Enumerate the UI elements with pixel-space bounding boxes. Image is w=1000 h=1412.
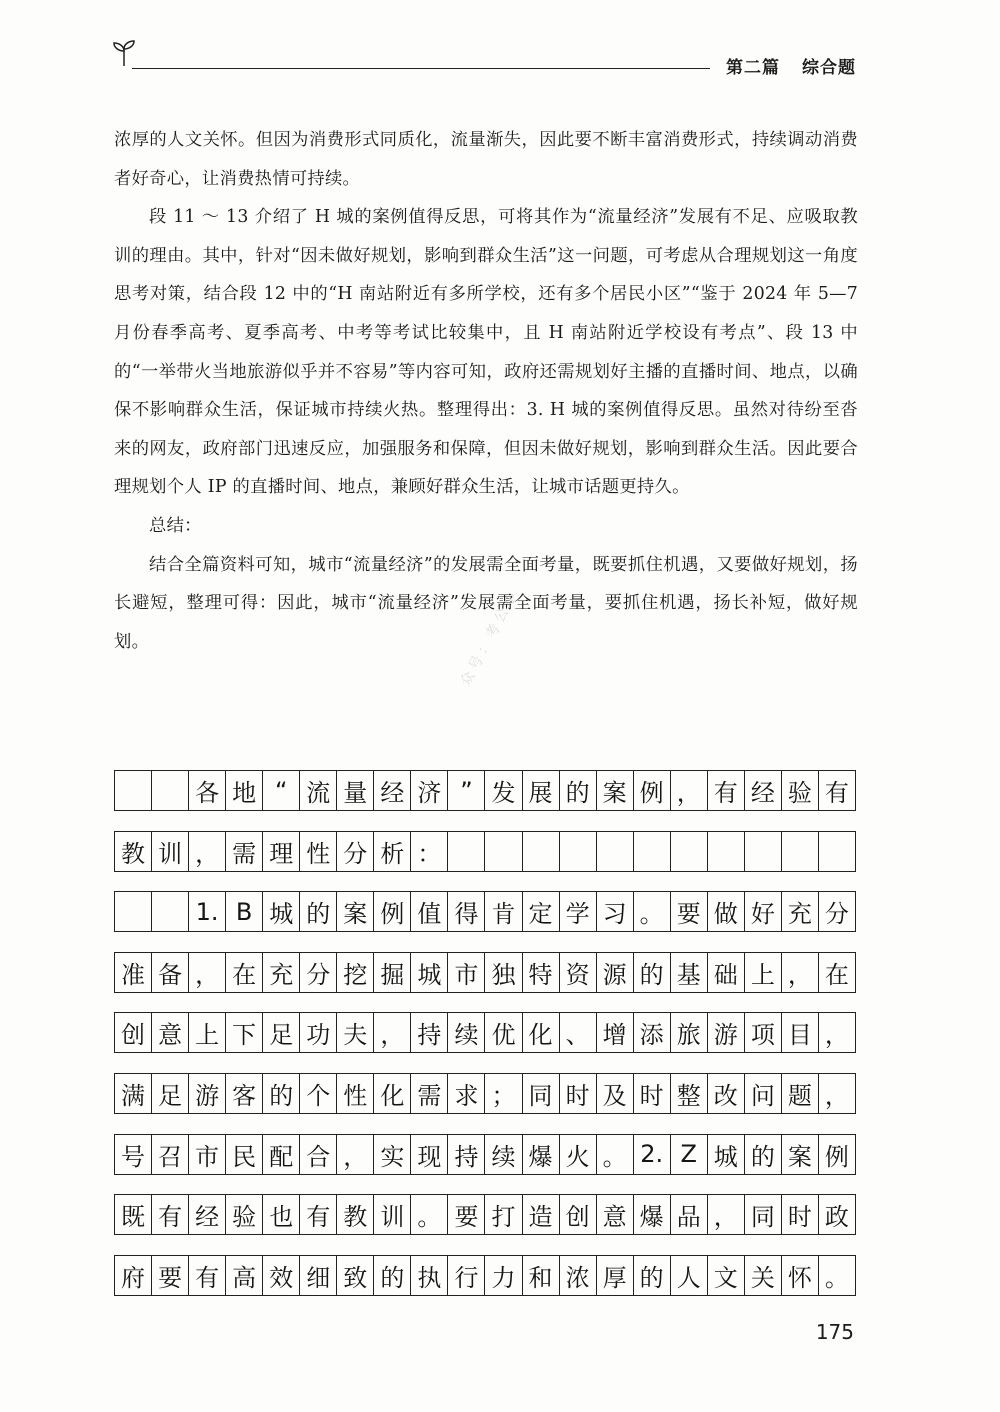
grid-cell: 打	[485, 1195, 522, 1234]
grid-cell: 游	[189, 1074, 226, 1113]
grid-cell: “	[263, 771, 300, 810]
grid-cell: 的	[560, 771, 597, 810]
grid-cell: 续	[485, 1135, 522, 1174]
grid-cell: 行	[448, 1256, 485, 1295]
grid-cell: ，	[782, 953, 819, 992]
grid-cell: 教	[337, 1195, 374, 1234]
grid-cell	[448, 832, 485, 871]
grid-cell: 经	[374, 771, 411, 810]
grid-cell: 习	[597, 892, 634, 931]
section-title	[726, 53, 856, 78]
grid-cell: 流	[300, 771, 337, 810]
grid-cell: 例	[374, 892, 411, 931]
grid-cell: 下	[226, 1013, 263, 1052]
body-text	[114, 121, 858, 661]
grid-cell	[152, 771, 189, 810]
grid-cell: 特	[523, 953, 560, 992]
grid-cell: 怀	[782, 1256, 819, 1295]
grid-row	[114, 1073, 856, 1114]
grid-cell	[485, 832, 522, 871]
grid-cell: 验	[226, 1195, 263, 1234]
grid-row	[114, 1255, 856, 1296]
grid-cell: 创	[560, 1195, 597, 1234]
grid-cell: 问	[745, 1074, 782, 1113]
grid-cell: 同	[745, 1195, 782, 1234]
grid-cell: 细	[300, 1256, 337, 1295]
grid-cell: 城	[708, 1135, 745, 1174]
grid-cell: ”	[448, 771, 485, 810]
grid-cell: 得	[448, 892, 485, 931]
grid-cell: 。	[634, 892, 671, 931]
grid-cell: 高	[226, 1256, 263, 1295]
grid-cell	[115, 771, 152, 810]
grid-cell: 增	[597, 1013, 634, 1052]
paragraph-summary-heading: 总结：	[149, 515, 202, 536]
grid-cell: 各	[189, 771, 226, 810]
grid-cell: 合	[300, 1135, 337, 1174]
grid-cell: 案	[597, 771, 634, 810]
grid-cell: 理	[263, 832, 300, 871]
grid-cell: 爆	[523, 1135, 560, 1174]
grid-cell: 验	[782, 771, 819, 810]
grid-cell: 现	[411, 1135, 448, 1174]
grid-cell: 续	[448, 1013, 485, 1052]
grid-cell: 游	[708, 1013, 745, 1052]
grid-cell: ，	[337, 1135, 374, 1174]
grid-cell: 上	[189, 1013, 226, 1052]
answer-grid	[114, 770, 856, 1315]
section-label: 综合题	[802, 58, 856, 78]
grid-cell: 学	[560, 892, 597, 931]
grid-cell: 值	[411, 892, 448, 931]
grid-cell: 整	[671, 1074, 708, 1113]
grid-cell: 及	[597, 1074, 634, 1113]
grid-cell: 改	[708, 1074, 745, 1113]
grid-cell: 分	[300, 953, 337, 992]
paragraph-continuation: 浓厚的人文关怀。但因为消费形式同质化，流量渐失，因此要不断丰富消费形式，持续调动消费者好奇心，让消费热情可持续。	[114, 130, 858, 189]
grid-cell: ，	[819, 1013, 856, 1052]
grid-cell	[523, 832, 560, 871]
grid-cell: 发	[485, 771, 522, 810]
grid-cell: 充	[263, 953, 300, 992]
grid-cell: 足	[152, 1074, 189, 1113]
paragraph-analysis: 段 11 ～ 13 介绍了 H 城的案例值得反思，可将其作为“流量经济”发展有不足、应吸取教训的理由。其中，针对“因未做好规划，影响到群众生活”这一问题，可考虑从合理规划这一角度思考对策，结合段 12 中的“H 南站附近有多所学校，还有多个居民小区”“鉴于 2024 年 5—7 月份春季高考、夏季高考、中考等考试比较集中，且 H 南站附近学校设有考点”、段 13 中的“一举带火当地旅游似乎并不容易”等内容可知，政府还需规划好主播的直播时间、地点，以确保不影响群众生活，保证城市持续火热。整理得出：3. H 城的案例值得反思。虽然对待纷至沓来的网友，政府部门迅速反应，加强服务和保障，但因未做好规划，影响到群众生活。因此要合理规划个人 IP 的直播时间、地点，兼顾好群众生活，让城市话题更持久。	[114, 207, 858, 498]
grid-cell: 分	[337, 832, 374, 871]
grid-cell: 的	[263, 1074, 300, 1113]
grid-cell: 的	[634, 953, 671, 992]
grid-cell: 的	[374, 1256, 411, 1295]
grid-cell: 意	[152, 1013, 189, 1052]
grid-cell: 要	[448, 1195, 485, 1234]
grid-cell: 础	[708, 953, 745, 992]
grid-cell: 夫	[337, 1013, 374, 1052]
grid-row	[114, 1194, 856, 1235]
grid-cell: 求	[448, 1074, 485, 1113]
grid-cell: 号	[115, 1135, 152, 1174]
grid-cell: 关	[745, 1256, 782, 1295]
grid-cell: 品	[671, 1195, 708, 1234]
grid-cell	[152, 892, 189, 931]
grid-cell	[708, 832, 745, 871]
grid-cell: 的	[300, 892, 337, 931]
grid-row	[114, 891, 856, 932]
grid-cell: 也	[263, 1195, 300, 1234]
grid-cell: 时	[782, 1195, 819, 1234]
grid-cell: 目	[782, 1013, 819, 1052]
grid-cell	[819, 832, 856, 871]
grid-cell	[597, 832, 634, 871]
grid-cell: 化	[523, 1013, 560, 1052]
grid-cell: 和	[523, 1256, 560, 1295]
grid-cell: 有	[708, 771, 745, 810]
grid-cell: 浓	[560, 1256, 597, 1295]
grid-cell: 资	[560, 953, 597, 992]
grid-cell: 展	[523, 771, 560, 810]
grid-cell: ，	[374, 1013, 411, 1052]
grid-cell: 案	[337, 892, 374, 931]
grid-cell: 题	[782, 1074, 819, 1113]
grid-cell: 量	[337, 771, 374, 810]
grid-cell: 客	[226, 1074, 263, 1113]
grid-cell: ，	[189, 832, 226, 871]
grid-cell: 经	[189, 1195, 226, 1234]
grid-cell: ；	[485, 1074, 522, 1113]
grid-cell: ，	[671, 771, 708, 810]
grid-cell: 爆	[634, 1195, 671, 1234]
grid-cell: 案	[782, 1135, 819, 1174]
grid-row	[114, 1134, 856, 1175]
grid-cell: 例	[634, 771, 671, 810]
grid-cell: 持	[448, 1135, 485, 1174]
grid-cell: 意	[597, 1195, 634, 1234]
grid-cell: 造	[523, 1195, 560, 1234]
grid-cell: 、	[560, 1013, 597, 1052]
grid-cell: 的	[634, 1256, 671, 1295]
grid-cell: 例	[819, 1135, 856, 1174]
grid-cell: 有	[819, 771, 856, 810]
grid-cell: 民	[226, 1135, 263, 1174]
grid-cell	[560, 832, 597, 871]
grid-cell: 要	[671, 892, 708, 931]
grid-cell: 教	[115, 832, 152, 871]
grid-cell: 挖	[337, 953, 374, 992]
grid-cell: 要	[152, 1256, 189, 1295]
grid-cell: 火	[560, 1135, 597, 1174]
grid-cell: 肯	[485, 892, 522, 931]
grid-row	[114, 952, 856, 993]
grid-cell: 训	[374, 1195, 411, 1234]
grid-cell: 地	[226, 771, 263, 810]
page-number: 175	[815, 1320, 854, 1344]
grid-cell	[745, 832, 782, 871]
grid-cell: 需	[411, 1074, 448, 1113]
grid-cell: 需	[226, 832, 263, 871]
grid-cell	[671, 832, 708, 871]
grid-cell	[782, 832, 819, 871]
grid-cell: 在	[819, 953, 856, 992]
grid-cell: 持	[411, 1013, 448, 1052]
grid-cell: 市	[448, 953, 485, 992]
grid-cell: 文	[708, 1256, 745, 1295]
sprout-icon	[110, 38, 140, 68]
grid-cell: 充	[782, 892, 819, 931]
grid-cell: 分	[819, 892, 856, 931]
grid-cell	[115, 892, 152, 931]
grid-cell: 政	[819, 1195, 856, 1234]
grid-cell: 准	[115, 953, 152, 992]
grid-cell: 执	[411, 1256, 448, 1295]
grid-cell: 济	[411, 771, 448, 810]
grid-cell: 源	[597, 953, 634, 992]
grid-cell: 性	[300, 832, 337, 871]
grid-row	[114, 770, 856, 811]
grid-cell: 配	[263, 1135, 300, 1174]
grid-cell: ，	[708, 1195, 745, 1234]
grid-cell: 力	[485, 1256, 522, 1295]
grid-cell: 经	[745, 771, 782, 810]
grid-cell: 足	[263, 1013, 300, 1052]
grid-cell	[634, 832, 671, 871]
grid-cell: 。	[411, 1195, 448, 1234]
grid-cell: 时	[560, 1074, 597, 1113]
page-header	[110, 38, 860, 78]
grid-cell: 析	[374, 832, 411, 871]
grid-cell: 做	[708, 892, 745, 931]
grid-cell: 的	[745, 1135, 782, 1174]
grid-cell: 性	[337, 1074, 374, 1113]
grid-cell: ：	[411, 832, 448, 871]
grid-cell: 。	[597, 1135, 634, 1174]
grid-cell: 府	[115, 1256, 152, 1295]
grid-cell: 时	[634, 1074, 671, 1113]
watermark: 众号：考公小	[457, 586, 523, 689]
grid-cell: 个	[300, 1074, 337, 1113]
grid-cell: 训	[152, 832, 189, 871]
grid-cell: 基	[671, 953, 708, 992]
grid-cell: 化	[374, 1074, 411, 1113]
grid-cell: Z	[671, 1135, 708, 1174]
grid-cell: 市	[189, 1135, 226, 1174]
header-rule	[132, 68, 710, 69]
grid-cell: 备	[152, 953, 189, 992]
grid-cell: 功	[300, 1013, 337, 1052]
grid-cell: B	[226, 892, 263, 931]
paragraph-summary: 结合全篇资料可知，城市“流量经济”的发展需全面考量，既要抓住机遇，又要做好规划，扬长避短，整理可得：因此，城市“流量经济”发展需全面考量，要抓住机遇，扬长补短，做好规划。	[114, 554, 858, 652]
grid-cell: 人	[671, 1256, 708, 1295]
grid-cell: 有	[189, 1256, 226, 1295]
grid-cell: 好	[745, 892, 782, 931]
grid-cell: 同	[523, 1074, 560, 1113]
grid-cell: 效	[263, 1256, 300, 1295]
grid-cell: 项	[745, 1013, 782, 1052]
grid-row	[114, 1012, 856, 1053]
grid-cell: 掘	[374, 953, 411, 992]
grid-cell: 城	[263, 892, 300, 931]
grid-cell: 厚	[597, 1256, 634, 1295]
grid-cell: 有	[300, 1195, 337, 1234]
grid-cell: 2.	[634, 1135, 671, 1174]
grid-cell: 定	[523, 892, 560, 931]
grid-cell: 满	[115, 1074, 152, 1113]
grid-cell: 1.	[189, 892, 226, 931]
grid-cell: 有	[152, 1195, 189, 1234]
grid-cell: 召	[152, 1135, 189, 1174]
grid-cell: 致	[337, 1256, 374, 1295]
grid-cell: 上	[745, 953, 782, 992]
grid-cell: 旅	[671, 1013, 708, 1052]
grid-cell: 添	[634, 1013, 671, 1052]
grid-cell: ，	[819, 1074, 856, 1113]
part-label: 第二篇	[726, 58, 780, 78]
grid-cell: 优	[485, 1013, 522, 1052]
grid-cell: 独	[485, 953, 522, 992]
grid-cell: 。	[819, 1256, 856, 1295]
grid-row	[114, 831, 856, 872]
grid-cell: 城	[411, 953, 448, 992]
grid-cell: 既	[115, 1195, 152, 1234]
grid-cell: 创	[115, 1013, 152, 1052]
grid-cell: 在	[226, 953, 263, 992]
grid-cell: 实	[374, 1135, 411, 1174]
grid-cell: ，	[189, 953, 226, 992]
